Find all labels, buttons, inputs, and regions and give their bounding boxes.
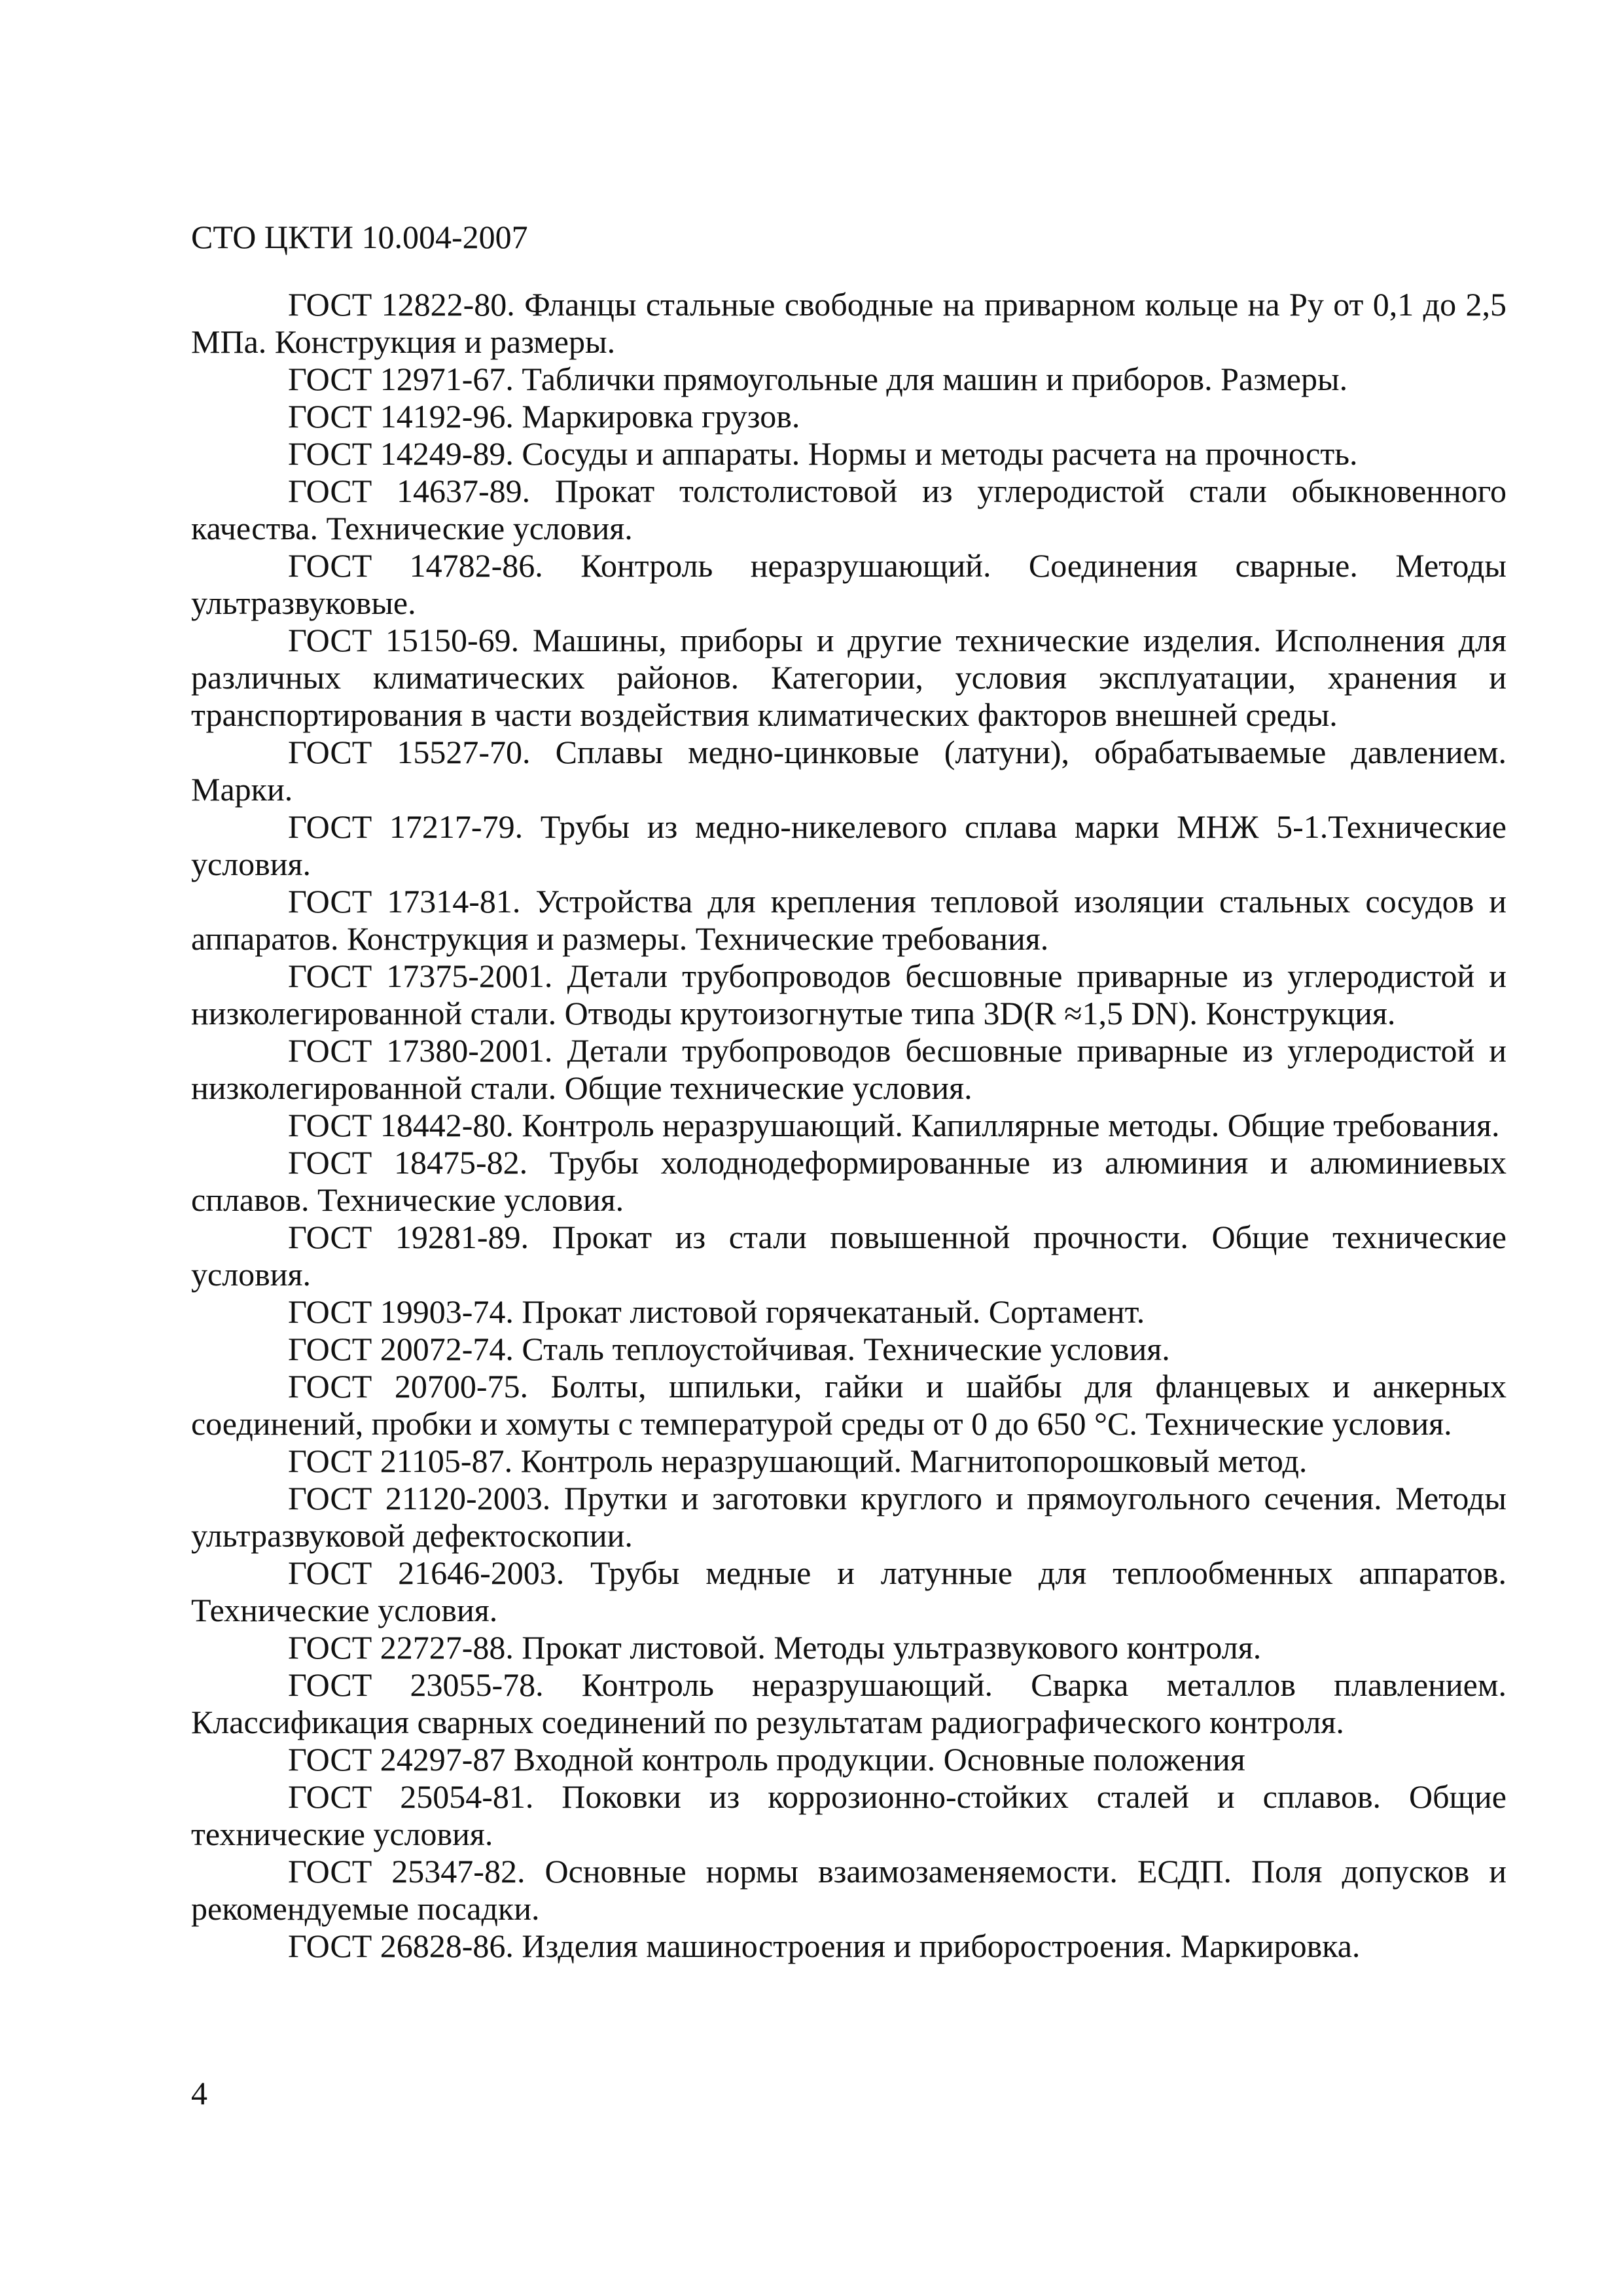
list-item: ГОСТ 17375-2001. Детали трубопроводов бесшовные приварные из углеродистой и низколегированной стали. Отводы крутоизогнутые типа 3D(R ≈1,5 DN). Конструкция. [191, 958, 1507, 1031]
normative-references-list [191, 286, 1507, 1965]
list-item: ГОСТ 18442-80. Контроль неразрушающий. Капиллярные методы. Общие требования. [288, 1107, 1500, 1143]
list-item: ГОСТ 19903-74. Прокат листовой горячекатаный. Сортамент. [288, 1293, 1145, 1330]
list-item: ГОСТ 14782-86. Контроль неразрушающий. Соединения сварные. Методы ультразвуковые. [191, 547, 1507, 621]
list-item: ГОСТ 14637-89. Прокат толстолистовой из углеродистой стали обыкновенного качества. Технические условия. [191, 473, 1507, 547]
list-item: ГОСТ 23055-78. Контроль неразрушающий. Сварка металлов плавлением. Классификация сварных соединений по результатам радиографического контроля. [191, 1666, 1507, 1740]
list-item: ГОСТ 12822-80. Фланцы стальные свободные на приварном кольце на Ру от 0,1 до 2,5 МПа. Конструкция и размеры. [191, 286, 1507, 360]
list-item: ГОСТ 25347-82. Основные нормы взаимозаменяемости. ЕСДП. Поля допусков и рекомендуемые посадки. [191, 1853, 1507, 1927]
list-item: ГОСТ 14192-96. Маркировка грузов. [288, 398, 800, 435]
list-item: ГОСТ 15527-70. Сплавы медно-цинковые (латуни), обрабатываемые давлением. Марки. [191, 734, 1507, 808]
list-item: ГОСТ 15150-69. Машины, приборы и другие технические изделия. Исполнения для различных климатических районов. Категории, условия эксплуатации, хранения и транспортирования в части воздействия климатических факторов внешней среды. [191, 622, 1507, 733]
list-item: ГОСТ 26828-86. Изделия машиностроения и приборостроения. Маркировка. [288, 1928, 1361, 1964]
list-item: ГОСТ 22727-88. Прокат листовой. Методы ультразвукового контроля. [288, 1629, 1262, 1666]
list-item: ГОСТ 21646-2003. Трубы медные и латунные для теплообменных аппаратов. Технические условия. [191, 1554, 1507, 1628]
list-item: ГОСТ 21105-87. Контроль неразрушающий. Магнитопорошковый метод. [288, 1443, 1308, 1479]
list-item: ГОСТ 24297-87 Входной контроль продукции. Основные положения [288, 1741, 1245, 1778]
list-item: ГОСТ 14249-89. Сосуды и аппараты. Нормы и методы расчета на прочность. [288, 435, 1358, 472]
list-item: ГОСТ 12971-67. Таблички прямоугольные для машин и приборов. Размеры. [288, 361, 1348, 397]
list-item: ГОСТ 17314-81. Устройства для крепления тепловой изоляции стальных сосудов и аппаратов. Конструкция и размеры. Технические требования. [191, 883, 1507, 957]
list-item: ГОСТ 18475-82. Трубы холоднодеформированные из алюминия и алюминиевых сплавов. Технические условия. [191, 1144, 1507, 1218]
list-item: ГОСТ 20072-74. Сталь теплоустойчивая. Технические условия. [288, 1331, 1170, 1367]
list-item: ГОСТ 21120-2003. Прутки и заготовки круглого и прямоугольного сечения. Методы ультразвуковой дефектоскопии. [191, 1480, 1507, 1554]
page-header-doc-code: СТО ЦКТИ 10.004-2007 [191, 219, 528, 255]
page-number: 4 [191, 2075, 207, 2111]
list-item: ГОСТ 25054-81. Поковки из коррозионно-стойких сталей и сплавов. Общие технические условия. [191, 1778, 1507, 1852]
list-item: ГОСТ 17217-79. Трубы из медно-никелевого сплава марки МНЖ 5-1.Технические условия. [191, 808, 1507, 882]
list-item: ГОСТ 19281-89. Прокат из стали повышенной прочности. Общие технические условия. [191, 1219, 1507, 1293]
list-item: ГОСТ 17380-2001. Детали трубопроводов бесшовные приварные из углеродистой и низколегированной стали. Общие технические условия. [191, 1032, 1507, 1106]
list-item: ГОСТ 20700-75. Болты, шпильки, гайки и шайбы для фланцевых и анкерных соединений, пробки и хомуты с температурой среды от 0 до 650 °С. Технические условия. [191, 1368, 1507, 1442]
